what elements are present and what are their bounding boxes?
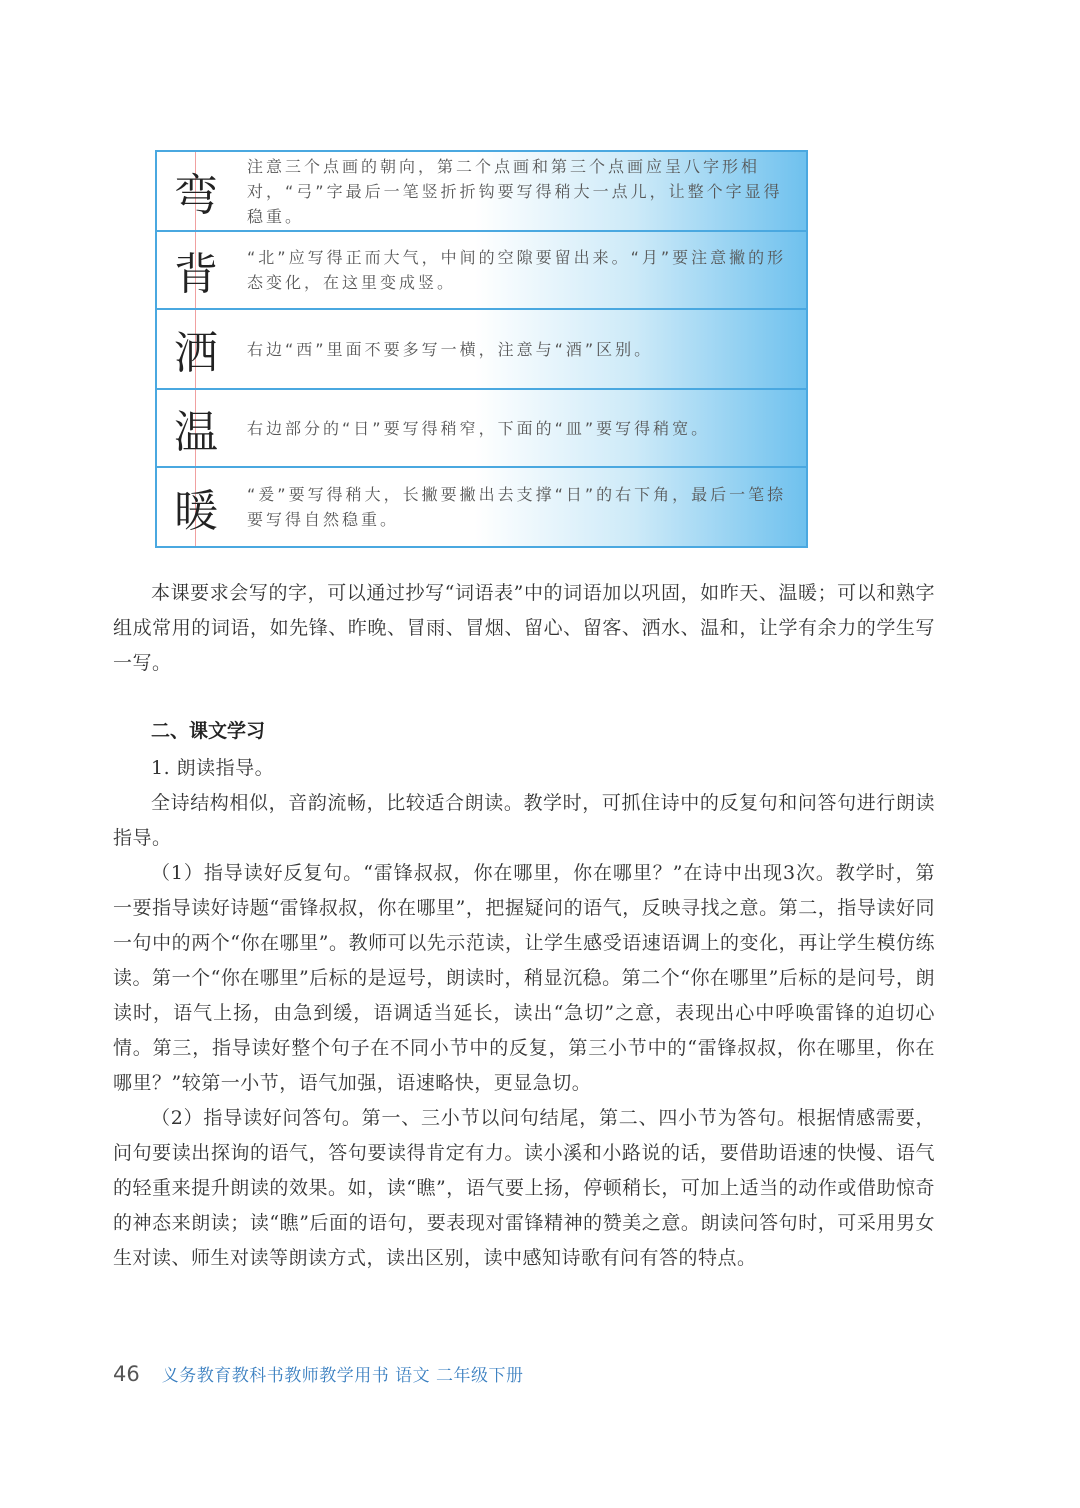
section-title: 二、课文学习 — [151, 720, 266, 742]
paragraph: （1）指导读好反复句。“雷锋叔叔，你在哪里，你在哪里？”在诗中出现3次。教学时，第一要指导读好诗题“雷锋叔叔，你在哪里”，把握疑问的语气，反映寻找之意。第二，指导读好同一句中的两个“你在哪里”。教师可以先示范读，让学生感受语速语调上的变化，再让学生模仿练读。第一个“你在哪里”后标的是逗号，朗读时，稍显沉稳。第二个“你在哪里”后标的是问号，朗读时，语气上扬，由急到缓，语调适当延长，读出“急切”之意，表现出心中呼唤雷锋的迫切心情。第三，指导读好整个句子在不同小节中的反复，第三小节中的“雷锋叔叔，你在哪里，你在哪里？”较第一小节，语气加强，语速略快，更显急切。 — [113, 862, 935, 1094]
character-note: 右边部分的“日”要写得稍窄，下面的“皿”要写得稍宽。 — [235, 390, 806, 466]
char-row-wen — [157, 390, 806, 468]
subsection-title: 1. 朗读指导。 — [151, 757, 275, 779]
paragraph: （2）指导读好问答句。第一、三小节以问句结尾，第二、四小节为答句。根据情感需要，问句要读出探询的语气，答句要读得肯定有力。读小溪和小路说的话，要借助语速的快慢、语气的轻重来提升朗读的效果。如，读“瞧”，语气要上扬，停顿稍长，可加上适当的动作或借助惊奇的神态来朗读；读“瞧”后面的语句，要表现对雷锋精神的赞美之意。朗读问答句时，可采用男女生对读、师生对读等朗读方式，读出区别，读中感知诗歌有问有答的特点。 — [113, 1107, 935, 1269]
book-title: 义务教育教科书教师教学用书 语文 二年级下册 — [161, 1366, 524, 1386]
page-number: 46 — [113, 1362, 140, 1386]
char-row-wan — [157, 152, 806, 232]
character-note: “北”应写得正而大气，中间的空隙要留出来。“月”要注意撇的形态变化，在这里变成竖。 — [235, 232, 806, 308]
character: 背 — [157, 232, 237, 308]
character: 暖 — [157, 468, 237, 546]
character-note: “爰”要写得稍大，长撇要撇出去支撑“日”的右下角，最后一笔捺要写得自然稳重。 — [235, 468, 806, 546]
paragraph: 全诗结构相似，音韵流畅，比较适合朗读。教学时，可抓住诗中的反复句和问答句进行朗读指导。 — [113, 792, 935, 849]
character-note: 右边“西”里面不要多写一横，注意与“酒”区别。 — [235, 310, 806, 388]
char-row-sa — [157, 310, 806, 390]
intro-paragraph-block — [113, 576, 935, 681]
character: 洒 — [157, 310, 237, 388]
intro-paragraph: 本课要求会写的字，可以通过抄写“词语表”中的词语加以巩固，如昨天、温暖；可以和熟字组成常用的词语，如先锋、昨晚、冒雨、冒烟、留心、留客、洒水、温和，让学有余力的学生写一写。 — [113, 582, 935, 674]
character: 弯 — [157, 152, 237, 230]
character-note: 注意三个点画的朝向，第二个点画和第三个点画应呈八字形相对，“弓”字最后一笔竖折折钩要写得稍大一点儿，让整个字显得稳重。 — [235, 152, 806, 230]
main-text-block — [113, 751, 935, 1276]
page-footer — [113, 1361, 524, 1386]
character-writing-table — [155, 150, 808, 548]
char-row-bei — [157, 232, 806, 310]
character: 温 — [157, 390, 237, 466]
char-row-nuan — [157, 468, 806, 546]
